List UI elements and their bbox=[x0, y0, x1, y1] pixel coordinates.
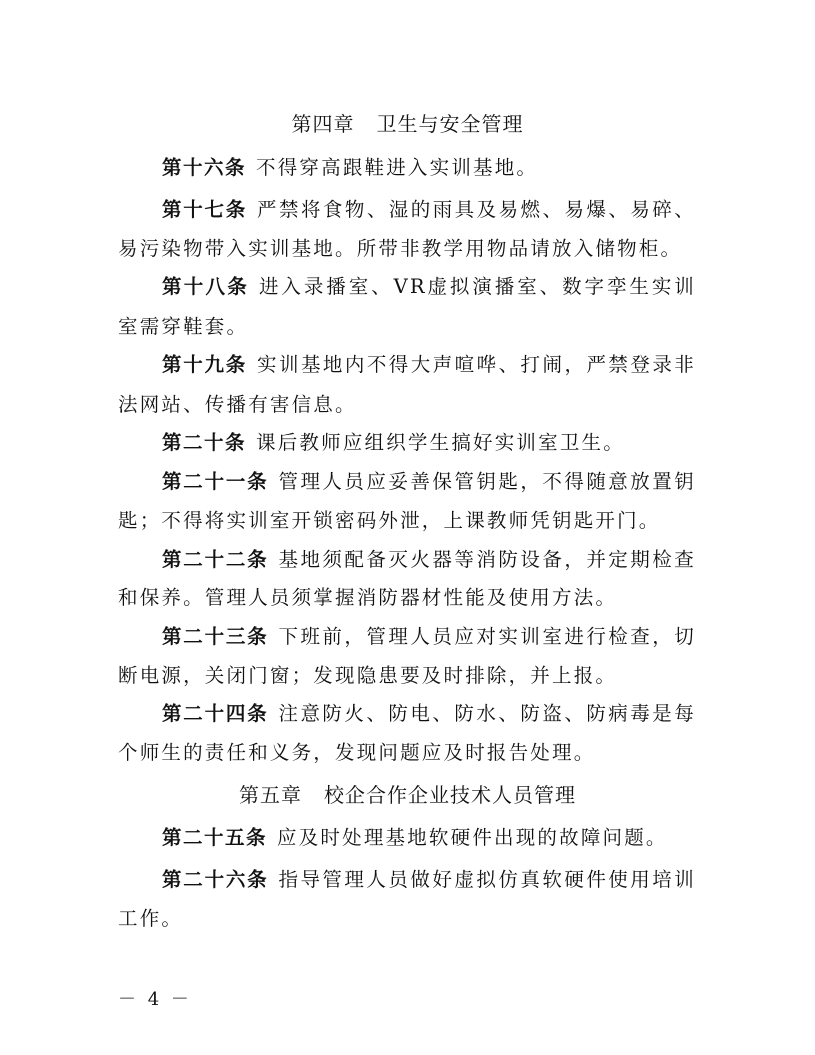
article-24 bbox=[162, 698, 696, 726]
article-21-continuation bbox=[118, 505, 696, 533]
article-text: 指导管理人员做好虚拟仿真软硬件使用培训 bbox=[278, 868, 696, 891]
article-26 bbox=[162, 864, 696, 892]
article-label: 第二十条 bbox=[162, 431, 247, 454]
article-text: 断电源，关闭门窗；发现隐患要及时排除，并上报。 bbox=[118, 664, 618, 687]
article-text: 法网站、传播有害信息。 bbox=[118, 393, 357, 416]
article-text: 应及时处理基地软硬件出现的故障问题。 bbox=[277, 826, 668, 849]
article-label: 第十九条 bbox=[162, 353, 248, 376]
chapter-5-heading bbox=[0, 779, 815, 808]
article-text: 基地须配备灭火器等消防设备，并定期检查 bbox=[278, 548, 696, 571]
chapter-title: 校企合作企业技术人员管理 bbox=[324, 783, 576, 807]
article-text: 课后教师应组织学生搞好实训室卫生。 bbox=[256, 431, 625, 454]
article-label: 第二十三条 bbox=[162, 625, 269, 648]
article-19 bbox=[162, 349, 696, 377]
article-16 bbox=[162, 152, 696, 180]
article-24-continuation bbox=[118, 737, 696, 765]
article-23 bbox=[162, 621, 696, 649]
article-text: 不得穿高跟鞋进入实训基地。 bbox=[256, 156, 539, 179]
article-21 bbox=[162, 466, 696, 494]
article-25 bbox=[162, 822, 696, 850]
article-text: 个师生的责任和义务，发现问题应及时报告处理。 bbox=[118, 741, 596, 764]
article-17 bbox=[162, 194, 696, 222]
page-number: － 4 － bbox=[118, 989, 192, 1010]
article-label: 第二十五条 bbox=[162, 826, 268, 849]
article-label: 第十七条 bbox=[162, 198, 248, 221]
article-19-continuation bbox=[118, 389, 696, 417]
chapter-4-heading bbox=[0, 108, 815, 137]
chapter-number: 第五章 bbox=[239, 783, 302, 807]
article-26-continuation bbox=[118, 903, 696, 931]
article-label: 第二十四条 bbox=[162, 702, 269, 725]
article-text: 易污染物带入实训基地。所带非教学用物品请放入储物柜。 bbox=[118, 237, 683, 260]
article-23-continuation bbox=[118, 660, 696, 688]
article-22-continuation bbox=[118, 582, 696, 610]
chapter-title: 卫生与安全管理 bbox=[376, 112, 524, 136]
article-label: 第十八条 bbox=[162, 275, 249, 298]
article-text: 下班前，管理人员应对实训室进行检查，切 bbox=[278, 625, 696, 648]
article-text: 进入录播室、VR虚拟演播室、数字孪生实训 bbox=[258, 275, 696, 298]
article-label: 第二十二条 bbox=[162, 548, 269, 571]
article-label: 第二十一条 bbox=[162, 470, 269, 493]
article-text: 室需穿鞋套。 bbox=[118, 315, 249, 338]
article-text: 严禁将食物、湿的雨具及易燃、易爆、易碎、 bbox=[257, 198, 696, 221]
article-label: 第二十六条 bbox=[162, 868, 269, 891]
article-text: 管理人员应妥善保管钥匙，不得随意放置钥 bbox=[278, 470, 696, 493]
article-text: 工作。 bbox=[118, 907, 184, 930]
article-text: 匙；不得将实训室开锁密码外泄，上课教师凭钥匙开门。 bbox=[118, 509, 661, 532]
article-label: 第十六条 bbox=[162, 156, 247, 179]
article-18 bbox=[162, 271, 696, 299]
chapter-number: 第四章 bbox=[291, 112, 355, 136]
article-20 bbox=[162, 427, 696, 455]
article-text: 实训基地内不得大声喧哗、打闹，严禁登录非 bbox=[257, 353, 696, 376]
article-17-continuation bbox=[118, 233, 696, 261]
article-18-continuation bbox=[118, 311, 696, 339]
article-text: 注意防火、防电、防水、防盗、防病毒是每 bbox=[278, 702, 696, 725]
article-text: 和保养。管理人员须掌握消防器材性能及使用方法。 bbox=[118, 586, 618, 609]
article-22 bbox=[162, 544, 696, 572]
